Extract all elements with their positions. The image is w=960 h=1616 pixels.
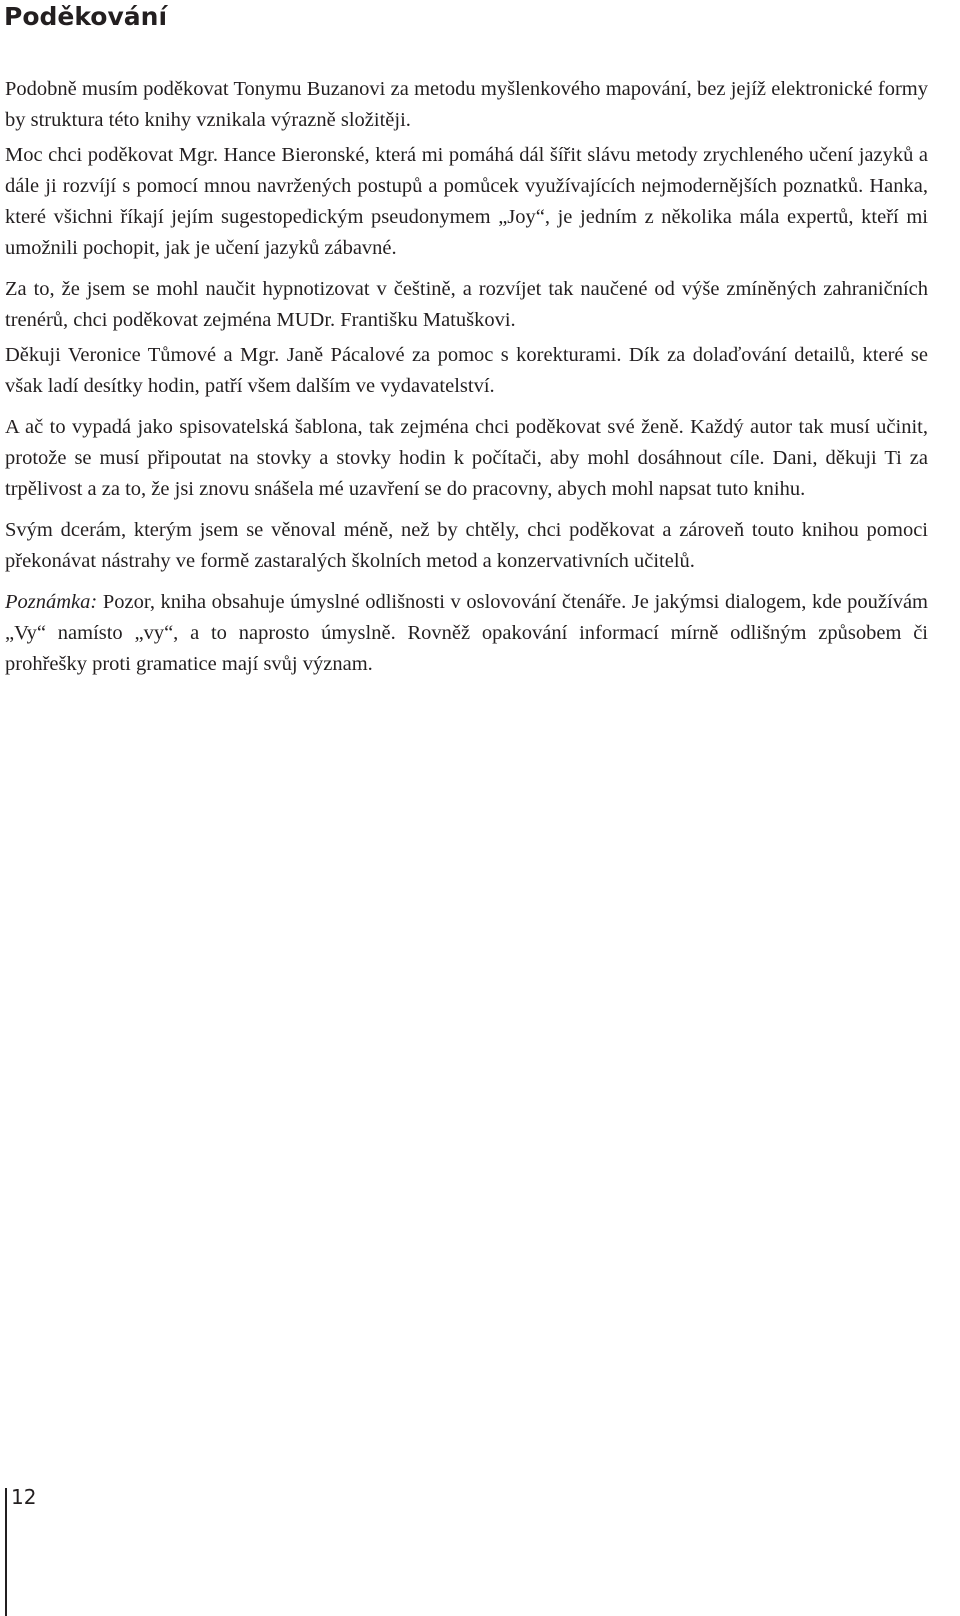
- body-text: [5, 74, 928, 690]
- page-margin-rule: [5, 1488, 7, 1616]
- paragraph-dcery: Svým dcerám, kterým jsem se věnoval méně, než by chtěly, chci poděkovat a zároveň touto knihou pomoci překonávat nástrahy ve formě zastaralých školních metod a konzervativních učitelů.: [5, 519, 928, 572]
- paragraph-matuska: Za to, že jsem se mohl naučit hypnotizovat v češtině, a rozvíjet tak naučené od výše zmíněných zahraničních trenérů, chci poděkovat zejména MUDr. Františku Matuškovi.: [5, 278, 928, 331]
- note-text: Pozor, kniha obsahuje úmyslné odlišnosti v oslovování čtenáře. Je jakýmsi dialogem, kde používám „Vy“ namísto „vy“, a to naprosto úmyslně. Rovněž opakování informací mírně odlišným způsobem či prohřešky proti gramatice mají svůj význam.: [5, 591, 928, 675]
- page-number: 12: [11, 1485, 37, 1509]
- note-paragraph: [5, 587, 928, 680]
- page-title: Poděkování: [4, 2, 168, 31]
- paragraph-zena: A ač to vypadá jako spisovatelská šablona, tak zejména chci poděkovat své ženě. Každý autor tak musí učinit, protože se musí připoutat na stovky a stovky hodin k počítači, aby mohl dosáhnout cíle. Dani, děkuji Ti za trpělivost a za to, že jsi znovu snášela mé uzavření se do pracovny, abych mohl napsat tuto knihu.: [5, 416, 928, 500]
- paragraph-korektury: Děkuji Veronice Tůmové a Mgr. Janě Pácalové za pomoc s korekturami. Dík za dolaďování detailů, které se však ladí desítky hodin, patří všem dalším ve vydavatelství.: [5, 344, 928, 397]
- note-label: Poznámka:: [5, 591, 98, 613]
- paragraph-buzan: Podobně musím poděkovat Tonymu Buzanovi za metodu myšlenkového mapování, bez jejíž elektronické formy by struktura této knihy vznikala výrazně složitěji.: [5, 78, 928, 131]
- paragraph-bieronska: Moc chci poděkovat Mgr. Hance Bieronské, která mi pomáhá dál šířit slávu metody zrychleného učení jazyků a dále ji rozvíjí s pomocí mnou navržených postupů a pomůcek využívajících nejmodernějších poznatků. Hanka, které všichni říkají jejím sugestopedickým pseudonymem „Joy“, je jedním z několika mála expertů, kteří mi umožnili pochopit, jak je učení jazyků zábavné.: [5, 144, 928, 259]
